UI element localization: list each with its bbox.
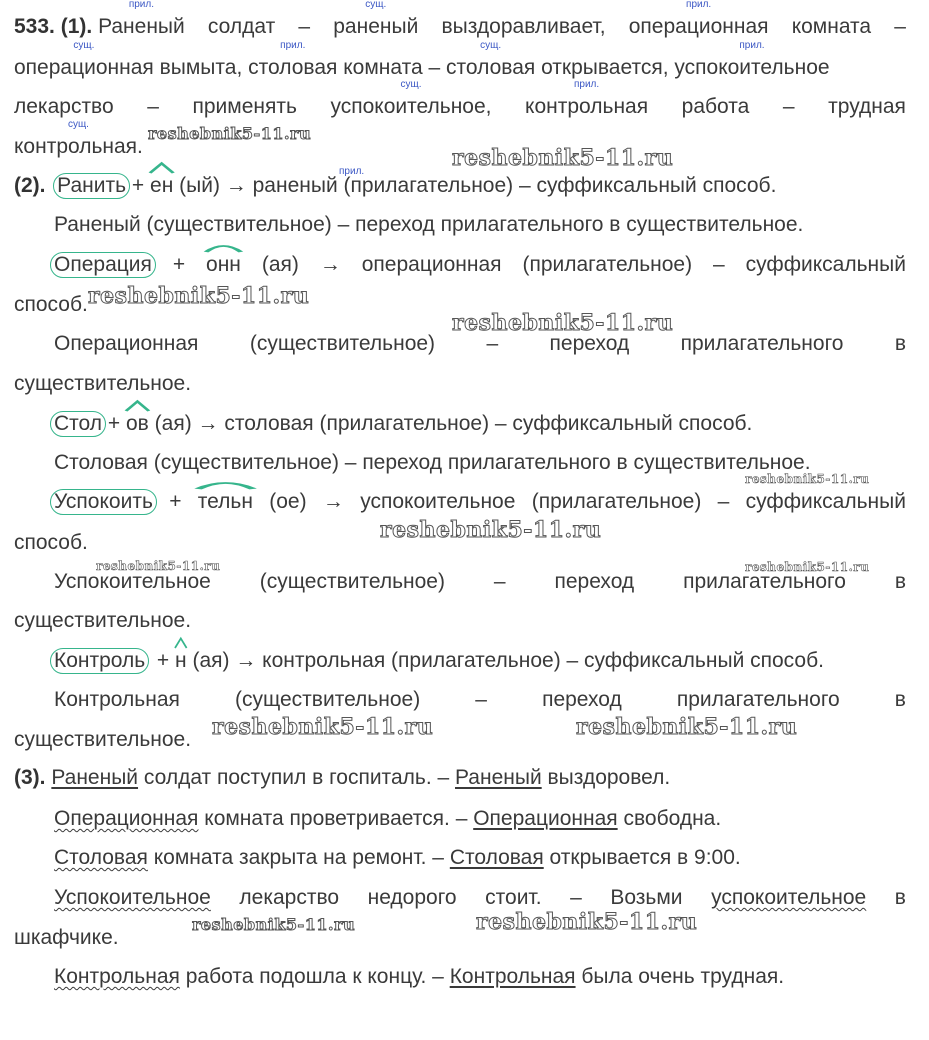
watermark: reshebnik5-11.ru	[148, 124, 312, 143]
underlined-word: Раненый	[455, 766, 542, 789]
noun-mark: сущ.	[67, 119, 89, 130]
suffix-text: ен	[150, 174, 174, 197]
watermark: reshebnik5-11.ru	[452, 310, 674, 336]
part2-s5b	[54, 687, 906, 713]
word: (прилагательное)	[522, 253, 693, 276]
watermark: reshebnik5-11.ru	[192, 915, 356, 934]
word: Раненый	[98, 15, 185, 38]
adj-mark: прил.	[280, 40, 306, 51]
word: прилагательного	[676, 688, 840, 711]
word: выздоравливает,	[441, 15, 606, 38]
noun-mark: сущ.	[73, 40, 95, 51]
suffix	[206, 252, 241, 278]
word: переход	[549, 332, 630, 355]
part3-r4	[54, 885, 906, 911]
watermark: reshebnik5-11.ru	[576, 714, 798, 740]
noun-mark: сущ.	[480, 40, 502, 51]
part3-r5	[54, 964, 906, 990]
suffix	[198, 489, 253, 515]
text: комната закрыта на ремонт. –	[147, 846, 450, 869]
word: (ое)	[269, 490, 307, 513]
plus-sign: +	[172, 253, 186, 276]
root-word: Ранить	[53, 173, 130, 199]
part2-s4	[54, 489, 906, 515]
watermark: reshebnik5-11.ru	[745, 560, 870, 574]
suffix	[175, 648, 187, 674]
suffix	[150, 173, 173, 199]
suffix-text: тельн	[197, 490, 253, 513]
adj-mark: прил.	[686, 0, 712, 10]
word: Операционная	[54, 332, 199, 355]
dash: –	[486, 332, 499, 355]
suffix-text: ов	[125, 412, 149, 435]
word: успокоительное	[360, 490, 516, 513]
word: переход	[542, 688, 622, 711]
part3-r4-cont: шкафчике.	[14, 926, 119, 949]
plus-sign: +	[131, 174, 145, 197]
part1-line3	[14, 79, 906, 120]
suffix-text: н	[175, 649, 187, 672]
task-number: 533.	[14, 15, 55, 38]
part3-r3	[54, 845, 906, 871]
text: свободна.	[617, 807, 722, 830]
part2-s1	[14, 166, 906, 199]
word: прилагательного	[683, 570, 846, 593]
text: (ая) → столовая (прилагательное) – суффиксальный способ.	[154, 412, 753, 435]
word: операционная	[628, 15, 769, 38]
dash: –	[147, 95, 159, 118]
word: в	[894, 332, 906, 355]
part-label: (1).	[60, 15, 93, 38]
word: (ая)	[261, 253, 299, 276]
underlined-word: Операционная	[473, 807, 618, 830]
word: в	[894, 886, 906, 909]
text: солдат поступил в госпиталь. –	[138, 766, 455, 789]
part2-s5b-cont: существительное.	[14, 728, 192, 751]
suffix	[126, 411, 149, 437]
part-label: (2).	[14, 174, 46, 197]
word: Успокоительное	[54, 570, 211, 593]
dash: –	[493, 570, 506, 593]
watermark: reshebnik5-11.ru	[745, 472, 870, 486]
word: работа	[681, 95, 750, 118]
word: лекарство	[239, 886, 340, 909]
part2-s5	[54, 648, 906, 674]
plus-sign: +	[156, 649, 170, 672]
watermark: reshebnik5-11.ru	[380, 517, 602, 543]
watermark: reshebnik5-11.ru	[476, 909, 698, 935]
suffix-arc-icon	[150, 161, 173, 173]
suffix-text: онн	[206, 253, 241, 276]
word: применять	[192, 95, 297, 118]
word: Возьми	[610, 886, 683, 909]
part2-s3b: Столовая (существительное) – переход прилагательного в существительное.	[54, 451, 811, 474]
adj-mark: прил.	[339, 166, 365, 177]
wavy-word: успокоительное	[711, 886, 867, 909]
part2-s3	[54, 411, 906, 437]
dash: –	[894, 15, 906, 38]
dash: –	[713, 253, 725, 276]
part2-s1b: Раненый (существительное) – переход прилагательного в существительное.	[54, 213, 804, 236]
arrow: →	[319, 253, 341, 276]
part2-s4-cont: способ.	[14, 531, 88, 554]
watermark: reshebnik5-11.ru	[452, 145, 674, 171]
underlined-word: Контрольная	[449, 965, 576, 988]
suffix-arc-icon	[198, 477, 253, 489]
watermark: reshebnik5-11.ru	[88, 283, 310, 309]
word: (существительное)	[249, 332, 436, 355]
word: в	[894, 570, 906, 593]
dash: –	[298, 15, 311, 38]
part1-line1	[14, 0, 906, 40]
watermark: reshebnik5-11.ru	[212, 714, 434, 740]
part-label: (3).	[14, 766, 46, 789]
word: прилагательного	[680, 332, 844, 355]
plus-sign: +	[169, 490, 182, 513]
wavy-word: Столовая	[54, 846, 148, 869]
text: работа подошла к концу. –	[179, 965, 450, 988]
watermark: reshebnik5-11.ru	[96, 559, 221, 573]
text: открывается в 9:00.	[543, 846, 741, 869]
word: лекарство	[14, 95, 114, 118]
word: солдат	[207, 15, 276, 38]
word: переход	[554, 570, 635, 593]
word: суффиксальный	[745, 253, 906, 276]
adj-mark: прил.	[573, 79, 600, 90]
word: операционная	[361, 253, 502, 276]
root-word: Стол	[50, 411, 106, 437]
arrow: →	[322, 490, 344, 513]
underlined-word: Раненый	[51, 766, 139, 789]
part3-r2	[54, 806, 906, 832]
word: успокоительное,	[330, 95, 492, 118]
part1-line2: сущ. операционная вымыта, прил. столовая комната – сущ. столовая открывается, прил. успокоительное	[14, 40, 830, 79]
wavy-word: Операционная	[54, 807, 199, 830]
root-word: Успокоить	[50, 489, 157, 515]
text: выздоровел.	[541, 766, 671, 789]
word: контрольная	[525, 95, 649, 118]
text: комната проветривается. –	[198, 807, 474, 830]
underlined-word: Столовая	[449, 846, 544, 869]
word: стоит.	[485, 886, 542, 909]
noun-mark: сущ.	[400, 79, 422, 90]
part2-s2b-cont: существительное.	[14, 372, 192, 395]
word: раненый	[333, 15, 419, 38]
word: (прилагательное)	[531, 490, 702, 513]
suffix-arc-icon	[206, 240, 241, 252]
root-word: Операция	[50, 252, 156, 278]
adj-mark: прил.	[128, 0, 154, 10]
plus-sign: +	[107, 412, 121, 435]
word: в	[894, 688, 906, 711]
word: (существительное)	[234, 688, 421, 711]
word: трудная	[828, 95, 906, 118]
noun-mark: сущ.	[365, 0, 387, 10]
part2-s4b-cont: существительное.	[14, 609, 192, 632]
word: контрольная.	[14, 135, 143, 158]
word: (существительное)	[259, 570, 445, 593]
text: была очень трудная.	[575, 965, 785, 988]
wavy-word: Успокоительное	[54, 886, 211, 909]
suffix-arc-icon	[126, 399, 149, 411]
adj-mark: прил.	[739, 40, 765, 51]
dash: –	[717, 490, 730, 513]
suffix-arc-icon	[175, 636, 187, 648]
text: (ый) → раненый (прилагательное) – суффиксальный способ.	[179, 174, 777, 197]
word: суффиксальный	[745, 490, 906, 513]
dash: –	[570, 886, 582, 909]
part3-r1	[14, 765, 906, 791]
dash: –	[475, 688, 487, 711]
part2-s2	[54, 252, 906, 278]
dash: –	[782, 95, 795, 118]
word: комната	[791, 15, 872, 38]
root-word: Контроль	[50, 648, 149, 674]
word: недорого	[367, 886, 457, 909]
wavy-word: Контрольная	[54, 965, 180, 988]
part2-s2-cont: способ.	[14, 293, 88, 316]
text: (ая) → контрольная (прилагательное) – суффиксальный способ.	[192, 649, 824, 672]
word: Контрольная	[54, 688, 180, 711]
